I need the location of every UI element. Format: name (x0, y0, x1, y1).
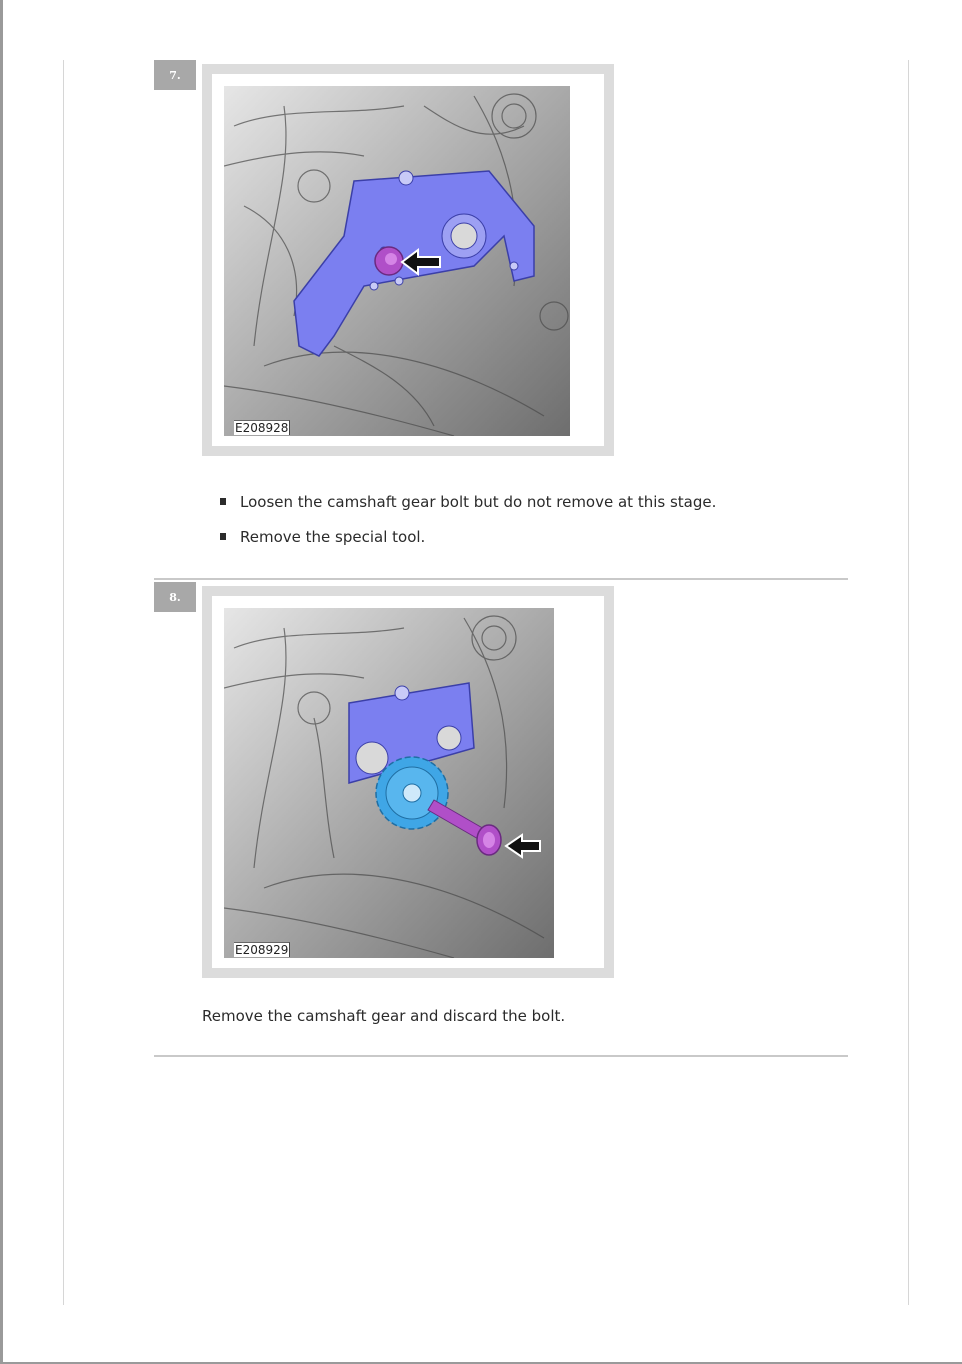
step-7-number: 7. (154, 60, 196, 90)
step-7-illustration (212, 74, 604, 446)
engine-illustration-1 (224, 86, 570, 436)
step-7-bullet-2 (220, 527, 716, 547)
camshaft-gear (376, 757, 448, 829)
step-8-illustration (212, 596, 604, 968)
right-margin-line (908, 60, 909, 1305)
step-7-bullet-1-text: Loosen the camshaft gear bolt but do not remove at this stage. (240, 493, 717, 511)
section-end-divider (154, 1055, 848, 1057)
step-divider (154, 578, 848, 580)
step-8-number: 8. (154, 582, 196, 612)
step-7-figure (202, 64, 614, 456)
step-8-text: Remove the camshaft gear and discard the bolt. (202, 1007, 566, 1025)
step-7-bullet-1 (220, 492, 716, 512)
step-8-figure-id: E208929 (235, 943, 289, 957)
step-8-figure (202, 586, 614, 978)
page-left-edge (0, 0, 3, 1364)
left-margin-line (63, 60, 64, 1305)
step-7-instructions (220, 492, 716, 562)
step-7-figure-id: E208928 (235, 421, 289, 435)
step-7-bullet-2-text: Remove the special tool. (240, 528, 426, 546)
engine-illustration-2 (224, 608, 554, 958)
bullet-square-icon (220, 533, 226, 540)
bullet-square-icon (220, 498, 226, 505)
